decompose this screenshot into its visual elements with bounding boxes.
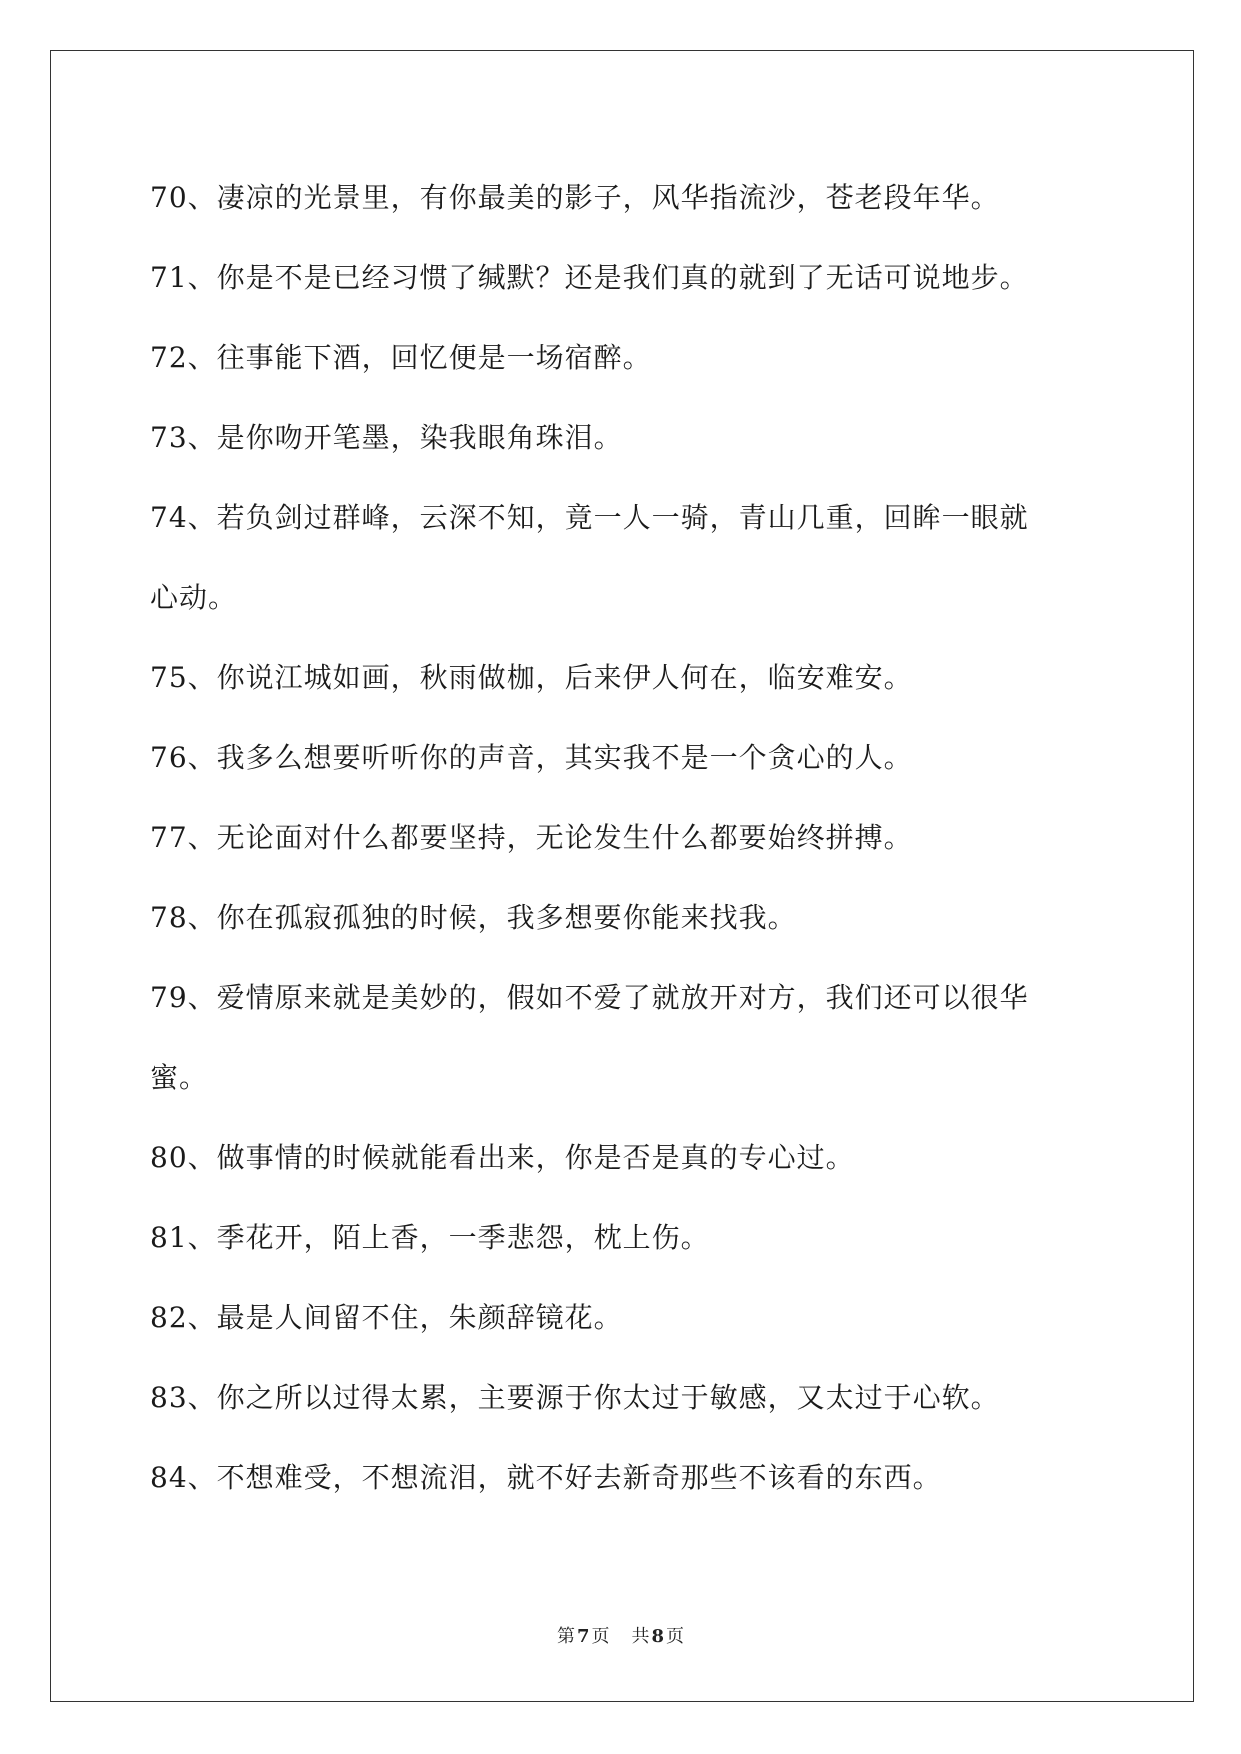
page-suffix: 页	[591, 1626, 610, 1647]
text-line: 75、你说江城如画，秋雨做枷，后来伊人何在，临安难安。	[150, 661, 913, 694]
text-line: 72、往事能下酒，回忆便是一场宿醉。	[150, 341, 652, 374]
text-line: 74、若负剑过群峰，云深不知，竟一人一骑，青山几重，回眸一眼就	[150, 501, 1029, 534]
total-suffix: 页	[666, 1626, 685, 1647]
text-line: 77、无论面对什么都要坚持，无论发生什么都要始终拼搏。	[150, 821, 913, 854]
text-line: 76、我多么想要听听你的声音，其实我不是一个贪心的人。	[150, 741, 913, 774]
text-line: 70、凄凉的光景里，有你最美的影子，风华指流沙，苍老段年华。	[150, 181, 1000, 214]
document-body	[150, 158, 1090, 1518]
page-footer	[0, 1622, 1241, 1648]
text-line: 蜜。	[150, 1061, 209, 1094]
text-line: 80、做事情的时候就能看出来，你是否是真的专心过。	[150, 1141, 855, 1174]
text-line: 心动。	[150, 581, 238, 614]
text-line: 83、你之所以过得太累，主要源于你太过于敏感，又太过于心软。	[150, 1381, 1000, 1414]
text-line: 82、最是人间留不住，朱颜辞镜花。	[150, 1301, 623, 1334]
text-line: 81、季花开，陌上香，一季悲怨，枕上伤。	[150, 1221, 710, 1254]
text-line: 71、你是不是已经习惯了缄默？还是我们真的就到了无话可说地步。	[150, 261, 1029, 294]
text-line: 84、不想难受，不想流泪，就不好去新奇那些不该看的东西。	[150, 1461, 942, 1494]
page-prefix: 第	[556, 1626, 575, 1647]
total-prefix: 共	[631, 1626, 650, 1647]
total-pages-number: 8	[651, 1626, 665, 1647]
current-page-number: 7	[576, 1626, 590, 1647]
text-line: 79、爱情原来就是美妙的，假如不爱了就放开对方，我们还可以很华	[150, 981, 1029, 1014]
text-line: 73、是你吻开笔墨，染我眼角珠泪。	[150, 421, 623, 454]
text-line: 78、你在孤寂孤独的时候，我多想要你能来找我。	[150, 901, 797, 934]
